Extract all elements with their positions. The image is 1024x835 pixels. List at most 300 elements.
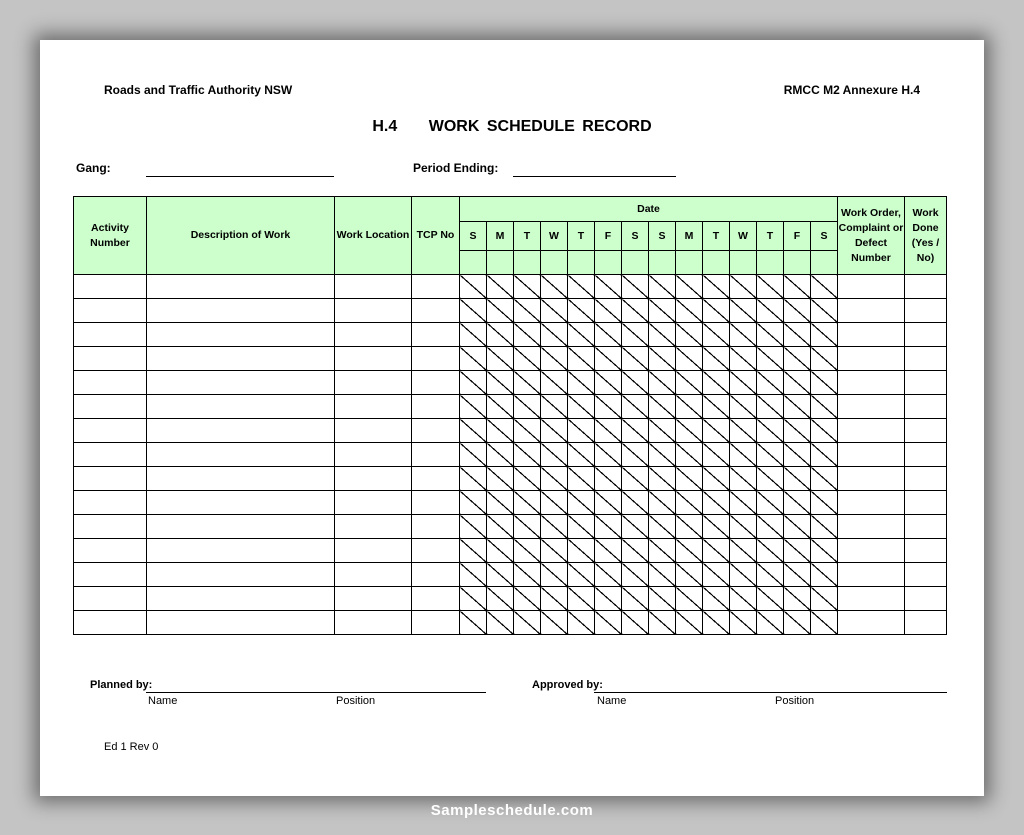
day-cell[interactable] — [541, 323, 568, 347]
day-cell[interactable] — [595, 347, 622, 371]
day-cell[interactable] — [514, 611, 541, 635]
day-cell[interactable] — [568, 395, 595, 419]
day-cell[interactable] — [676, 587, 703, 611]
day-cell[interactable] — [595, 395, 622, 419]
day-cell[interactable] — [730, 563, 757, 587]
activity-number-cell[interactable] — [74, 491, 147, 515]
work-location-cell[interactable] — [335, 563, 412, 587]
day-cell[interactable] — [757, 515, 784, 539]
tcp-no-cell[interactable] — [412, 443, 460, 467]
day-cell[interactable] — [568, 515, 595, 539]
day-cell[interactable] — [541, 611, 568, 635]
date-cell[interactable] — [703, 251, 730, 275]
day-cell[interactable] — [622, 491, 649, 515]
day-cell[interactable] — [811, 539, 838, 563]
day-cell[interactable] — [595, 275, 622, 299]
activity-number-cell[interactable] — [74, 299, 147, 323]
day-cell[interactable] — [811, 563, 838, 587]
day-cell[interactable] — [730, 491, 757, 515]
tcp-no-cell[interactable] — [412, 563, 460, 587]
description-cell[interactable] — [147, 419, 335, 443]
date-cell[interactable] — [541, 251, 568, 275]
day-cell[interactable] — [676, 371, 703, 395]
day-cell[interactable] — [649, 371, 676, 395]
day-cell[interactable] — [649, 299, 676, 323]
day-cell[interactable] — [811, 611, 838, 635]
day-cell[interactable] — [757, 563, 784, 587]
day-cell[interactable] — [487, 299, 514, 323]
date-cell[interactable] — [622, 251, 649, 275]
day-cell[interactable] — [595, 587, 622, 611]
day-cell[interactable] — [460, 443, 487, 467]
day-cell[interactable] — [784, 299, 811, 323]
day-cell[interactable] — [757, 371, 784, 395]
day-cell[interactable] — [514, 515, 541, 539]
day-cell[interactable] — [649, 491, 676, 515]
day-cell[interactable] — [541, 347, 568, 371]
activity-number-cell[interactable] — [74, 395, 147, 419]
day-cell[interactable] — [784, 323, 811, 347]
day-cell[interactable] — [568, 611, 595, 635]
date-cell[interactable] — [568, 251, 595, 275]
date-cell[interactable] — [460, 251, 487, 275]
day-cell[interactable] — [703, 611, 730, 635]
day-cell[interactable] — [757, 443, 784, 467]
day-cell[interactable] — [757, 611, 784, 635]
day-cell[interactable] — [568, 419, 595, 443]
work-done-cell[interactable] — [905, 443, 947, 467]
work-location-cell[interactable] — [335, 611, 412, 635]
description-cell[interactable] — [147, 299, 335, 323]
day-cell[interactable] — [649, 539, 676, 563]
day-cell[interactable] — [703, 563, 730, 587]
day-cell[interactable] — [487, 611, 514, 635]
day-cell[interactable] — [811, 395, 838, 419]
tcp-no-cell[interactable] — [412, 347, 460, 371]
day-cell[interactable] — [676, 323, 703, 347]
day-cell[interactable] — [784, 587, 811, 611]
day-cell[interactable] — [487, 419, 514, 443]
day-cell[interactable] — [568, 563, 595, 587]
work-done-cell[interactable] — [905, 587, 947, 611]
day-cell[interactable] — [649, 347, 676, 371]
activity-number-cell[interactable] — [74, 419, 147, 443]
day-cell[interactable] — [514, 371, 541, 395]
description-cell[interactable] — [147, 443, 335, 467]
day-cell[interactable] — [487, 275, 514, 299]
day-cell[interactable] — [487, 563, 514, 587]
activity-number-cell[interactable] — [74, 347, 147, 371]
date-cell[interactable] — [487, 251, 514, 275]
day-cell[interactable] — [649, 611, 676, 635]
day-cell[interactable] — [514, 347, 541, 371]
day-cell[interactable] — [568, 539, 595, 563]
day-cell[interactable] — [811, 515, 838, 539]
day-cell[interactable] — [460, 563, 487, 587]
tcp-no-cell[interactable] — [412, 275, 460, 299]
day-cell[interactable] — [649, 395, 676, 419]
day-cell[interactable] — [460, 467, 487, 491]
day-cell[interactable] — [703, 275, 730, 299]
day-cell[interactable] — [757, 467, 784, 491]
day-cell[interactable] — [541, 539, 568, 563]
day-cell[interactable] — [811, 347, 838, 371]
tcp-no-cell[interactable] — [412, 395, 460, 419]
day-cell[interactable] — [568, 275, 595, 299]
day-cell[interactable] — [730, 515, 757, 539]
work-order-cell[interactable] — [838, 395, 905, 419]
work-done-cell[interactable] — [905, 515, 947, 539]
day-cell[interactable] — [811, 491, 838, 515]
work-location-cell[interactable] — [335, 491, 412, 515]
day-cell[interactable] — [757, 323, 784, 347]
date-cell[interactable] — [730, 251, 757, 275]
day-cell[interactable] — [811, 443, 838, 467]
day-cell[interactable] — [487, 443, 514, 467]
work-order-cell[interactable] — [838, 443, 905, 467]
work-location-cell[interactable] — [335, 419, 412, 443]
description-cell[interactable] — [147, 323, 335, 347]
day-cell[interactable] — [784, 419, 811, 443]
day-cell[interactable] — [649, 467, 676, 491]
activity-number-cell[interactable] — [74, 587, 147, 611]
day-cell[interactable] — [595, 563, 622, 587]
day-cell[interactable] — [568, 587, 595, 611]
day-cell[interactable] — [730, 539, 757, 563]
work-order-cell[interactable] — [838, 491, 905, 515]
tcp-no-cell[interactable] — [412, 299, 460, 323]
work-done-cell[interactable] — [905, 491, 947, 515]
day-cell[interactable] — [460, 419, 487, 443]
day-cell[interactable] — [730, 395, 757, 419]
tcp-no-cell[interactable] — [412, 611, 460, 635]
day-cell[interactable] — [811, 323, 838, 347]
approved-by-field[interactable] — [594, 692, 947, 693]
day-cell[interactable] — [649, 515, 676, 539]
day-cell[interactable] — [784, 275, 811, 299]
day-cell[interactable] — [487, 539, 514, 563]
description-cell[interactable] — [147, 395, 335, 419]
work-location-cell[interactable] — [335, 347, 412, 371]
day-cell[interactable] — [703, 443, 730, 467]
date-cell[interactable] — [514, 251, 541, 275]
day-cell[interactable] — [730, 371, 757, 395]
work-done-cell[interactable] — [905, 275, 947, 299]
day-cell[interactable] — [487, 587, 514, 611]
day-cell[interactable] — [460, 395, 487, 419]
day-cell[interactable] — [676, 515, 703, 539]
day-cell[interactable] — [595, 539, 622, 563]
day-cell[interactable] — [703, 515, 730, 539]
planned-by-field[interactable] — [146, 692, 486, 693]
day-cell[interactable] — [595, 467, 622, 491]
day-cell[interactable] — [568, 491, 595, 515]
day-cell[interactable] — [649, 587, 676, 611]
work-location-cell[interactable] — [335, 371, 412, 395]
date-cell[interactable] — [649, 251, 676, 275]
day-cell[interactable] — [676, 347, 703, 371]
day-cell[interactable] — [757, 539, 784, 563]
day-cell[interactable] — [568, 467, 595, 491]
day-cell[interactable] — [757, 395, 784, 419]
work-location-cell[interactable] — [335, 299, 412, 323]
day-cell[interactable] — [622, 539, 649, 563]
work-order-cell[interactable] — [838, 371, 905, 395]
day-cell[interactable] — [568, 347, 595, 371]
day-cell[interactable] — [460, 539, 487, 563]
day-cell[interactable] — [541, 371, 568, 395]
day-cell[interactable] — [622, 419, 649, 443]
day-cell[interactable] — [676, 443, 703, 467]
day-cell[interactable] — [730, 275, 757, 299]
day-cell[interactable] — [703, 299, 730, 323]
activity-number-cell[interactable] — [74, 515, 147, 539]
date-cell[interactable] — [676, 251, 703, 275]
day-cell[interactable] — [622, 395, 649, 419]
work-done-cell[interactable] — [905, 299, 947, 323]
work-done-cell[interactable] — [905, 347, 947, 371]
work-done-cell[interactable] — [905, 539, 947, 563]
day-cell[interactable] — [784, 539, 811, 563]
day-cell[interactable] — [514, 299, 541, 323]
day-cell[interactable] — [460, 299, 487, 323]
day-cell[interactable] — [676, 419, 703, 443]
description-cell[interactable] — [147, 611, 335, 635]
day-cell[interactable] — [622, 443, 649, 467]
description-cell[interactable] — [147, 587, 335, 611]
day-cell[interactable] — [622, 587, 649, 611]
day-cell[interactable] — [676, 395, 703, 419]
day-cell[interactable] — [514, 395, 541, 419]
tcp-no-cell[interactable] — [412, 539, 460, 563]
tcp-no-cell[interactable] — [412, 323, 460, 347]
day-cell[interactable] — [487, 467, 514, 491]
activity-number-cell[interactable] — [74, 371, 147, 395]
day-cell[interactable] — [811, 275, 838, 299]
day-cell[interactable] — [811, 299, 838, 323]
day-cell[interactable] — [730, 419, 757, 443]
day-cell[interactable] — [703, 419, 730, 443]
day-cell[interactable] — [811, 419, 838, 443]
day-cell[interactable] — [514, 443, 541, 467]
day-cell[interactable] — [568, 299, 595, 323]
activity-number-cell[interactable] — [74, 611, 147, 635]
day-cell[interactable] — [541, 443, 568, 467]
day-cell[interactable] — [595, 443, 622, 467]
day-cell[interactable] — [676, 491, 703, 515]
day-cell[interactable] — [487, 371, 514, 395]
activity-number-cell[interactable] — [74, 275, 147, 299]
day-cell[interactable] — [649, 323, 676, 347]
work-done-cell[interactable] — [905, 419, 947, 443]
day-cell[interactable] — [622, 563, 649, 587]
description-cell[interactable] — [147, 467, 335, 491]
day-cell[interactable] — [487, 515, 514, 539]
day-cell[interactable] — [784, 563, 811, 587]
date-cell[interactable] — [811, 251, 838, 275]
day-cell[interactable] — [676, 539, 703, 563]
day-cell[interactable] — [595, 371, 622, 395]
day-cell[interactable] — [595, 299, 622, 323]
day-cell[interactable] — [730, 587, 757, 611]
gang-field[interactable] — [146, 176, 334, 177]
tcp-no-cell[interactable] — [412, 371, 460, 395]
day-cell[interactable] — [757, 347, 784, 371]
description-cell[interactable] — [147, 371, 335, 395]
day-cell[interactable] — [784, 467, 811, 491]
day-cell[interactable] — [649, 443, 676, 467]
day-cell[interactable] — [460, 347, 487, 371]
day-cell[interactable] — [514, 467, 541, 491]
day-cell[interactable] — [676, 275, 703, 299]
day-cell[interactable] — [703, 467, 730, 491]
day-cell[interactable] — [595, 491, 622, 515]
day-cell[interactable] — [622, 371, 649, 395]
day-cell[interactable] — [703, 539, 730, 563]
activity-number-cell[interactable] — [74, 323, 147, 347]
day-cell[interactable] — [703, 323, 730, 347]
tcp-no-cell[interactable] — [412, 491, 460, 515]
day-cell[interactable] — [649, 275, 676, 299]
description-cell[interactable] — [147, 275, 335, 299]
day-cell[interactable] — [568, 371, 595, 395]
day-cell[interactable] — [811, 467, 838, 491]
work-location-cell[interactable] — [335, 467, 412, 491]
tcp-no-cell[interactable] — [412, 419, 460, 443]
activity-number-cell[interactable] — [74, 467, 147, 491]
work-location-cell[interactable] — [335, 395, 412, 419]
work-order-cell[interactable] — [838, 275, 905, 299]
day-cell[interactable] — [730, 299, 757, 323]
day-cell[interactable] — [514, 587, 541, 611]
work-order-cell[interactable] — [838, 611, 905, 635]
day-cell[interactable] — [757, 587, 784, 611]
day-cell[interactable] — [595, 419, 622, 443]
day-cell[interactable] — [622, 611, 649, 635]
day-cell[interactable] — [784, 515, 811, 539]
day-cell[interactable] — [487, 491, 514, 515]
work-order-cell[interactable] — [838, 539, 905, 563]
day-cell[interactable] — [622, 347, 649, 371]
day-cell[interactable] — [757, 419, 784, 443]
day-cell[interactable] — [703, 395, 730, 419]
day-cell[interactable] — [784, 347, 811, 371]
day-cell[interactable] — [514, 275, 541, 299]
work-order-cell[interactable] — [838, 563, 905, 587]
description-cell[interactable] — [147, 347, 335, 371]
description-cell[interactable] — [147, 563, 335, 587]
day-cell[interactable] — [730, 323, 757, 347]
work-location-cell[interactable] — [335, 515, 412, 539]
day-cell[interactable] — [595, 323, 622, 347]
day-cell[interactable] — [541, 467, 568, 491]
day-cell[interactable] — [460, 515, 487, 539]
day-cell[interactable] — [703, 371, 730, 395]
day-cell[interactable] — [676, 563, 703, 587]
day-cell[interactable] — [784, 443, 811, 467]
work-order-cell[interactable] — [838, 419, 905, 443]
work-order-cell[interactable] — [838, 515, 905, 539]
day-cell[interactable] — [811, 371, 838, 395]
day-cell[interactable] — [784, 371, 811, 395]
day-cell[interactable] — [595, 611, 622, 635]
day-cell[interactable] — [730, 443, 757, 467]
work-location-cell[interactable] — [335, 323, 412, 347]
day-cell[interactable] — [649, 419, 676, 443]
work-done-cell[interactable] — [905, 323, 947, 347]
work-done-cell[interactable] — [905, 371, 947, 395]
day-cell[interactable] — [622, 323, 649, 347]
day-cell[interactable] — [595, 515, 622, 539]
day-cell[interactable] — [514, 323, 541, 347]
day-cell[interactable] — [703, 587, 730, 611]
activity-number-cell[interactable] — [74, 443, 147, 467]
work-done-cell[interactable] — [905, 611, 947, 635]
description-cell[interactable] — [147, 491, 335, 515]
activity-number-cell[interactable] — [74, 539, 147, 563]
day-cell[interactable] — [541, 395, 568, 419]
activity-number-cell[interactable] — [74, 563, 147, 587]
day-cell[interactable] — [811, 587, 838, 611]
description-cell[interactable] — [147, 515, 335, 539]
tcp-no-cell[interactable] — [412, 467, 460, 491]
work-done-cell[interactable] — [905, 467, 947, 491]
day-cell[interactable] — [460, 275, 487, 299]
day-cell[interactable] — [487, 347, 514, 371]
day-cell[interactable] — [676, 299, 703, 323]
day-cell[interactable] — [676, 611, 703, 635]
day-cell[interactable] — [541, 275, 568, 299]
day-cell[interactable] — [730, 611, 757, 635]
day-cell[interactable] — [514, 491, 541, 515]
day-cell[interactable] — [514, 539, 541, 563]
day-cell[interactable] — [784, 395, 811, 419]
day-cell[interactable] — [541, 299, 568, 323]
day-cell[interactable] — [487, 323, 514, 347]
day-cell[interactable] — [460, 611, 487, 635]
day-cell[interactable] — [703, 491, 730, 515]
work-location-cell[interactable] — [335, 539, 412, 563]
day-cell[interactable] — [460, 491, 487, 515]
day-cell[interactable] — [460, 371, 487, 395]
day-cell[interactable] — [514, 419, 541, 443]
day-cell[interactable] — [541, 587, 568, 611]
date-cell[interactable] — [757, 251, 784, 275]
work-order-cell[interactable] — [838, 323, 905, 347]
day-cell[interactable] — [541, 419, 568, 443]
tcp-no-cell[interactable] — [412, 587, 460, 611]
day-cell[interactable] — [730, 347, 757, 371]
day-cell[interactable] — [730, 467, 757, 491]
day-cell[interactable] — [541, 491, 568, 515]
day-cell[interactable] — [487, 395, 514, 419]
work-order-cell[interactable] — [838, 347, 905, 371]
day-cell[interactable] — [757, 299, 784, 323]
work-order-cell[interactable] — [838, 467, 905, 491]
description-cell[interactable] — [147, 539, 335, 563]
day-cell[interactable] — [622, 515, 649, 539]
day-cell[interactable] — [622, 275, 649, 299]
day-cell[interactable] — [757, 491, 784, 515]
day-cell[interactable] — [541, 515, 568, 539]
date-cell[interactable] — [595, 251, 622, 275]
day-cell[interactable] — [757, 275, 784, 299]
day-cell[interactable] — [784, 611, 811, 635]
tcp-no-cell[interactable] — [412, 515, 460, 539]
work-done-cell[interactable] — [905, 395, 947, 419]
work-location-cell[interactable] — [335, 587, 412, 611]
day-cell[interactable] — [460, 587, 487, 611]
